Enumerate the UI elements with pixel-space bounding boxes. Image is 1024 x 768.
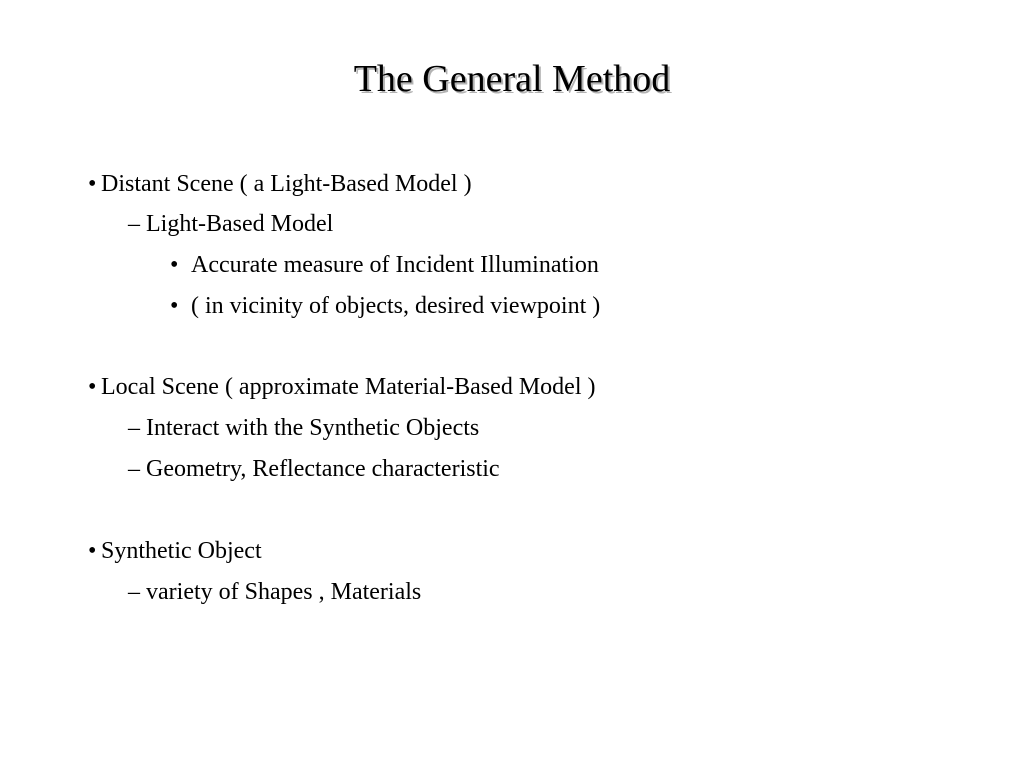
sub-bullet-variety: variety of Shapes , Materials <box>146 579 422 605</box>
sub-bullet-geometry: Geometry, Reflectance characteristic <box>146 456 500 482</box>
bullet-marker: • <box>88 538 97 564</box>
bullet-marker: • <box>88 374 97 400</box>
bullet-marker: • <box>170 252 179 278</box>
dash-marker: – <box>128 579 140 605</box>
dash-marker: – <box>128 456 140 482</box>
sub-bullet-interact: Interact with the Synthetic Objects <box>146 415 480 441</box>
bullet-distant-scene: Distant Scene ( a Light-Based Model ) <box>101 171 472 197</box>
dash-marker: – <box>128 415 140 441</box>
sub-sub-bullet-incident-illumination: Accurate measure of Incident Illumination <box>191 252 599 278</box>
sub-bullet-light-based-model: Light-Based Model <box>146 211 334 237</box>
bullet-synthetic-object: Synthetic Object <box>101 538 262 564</box>
bullet-marker: • <box>88 171 97 197</box>
sub-sub-bullet-vicinity: ( in vicinity of objects, desired viewpoint ) <box>191 293 601 319</box>
dash-marker: – <box>128 211 140 237</box>
bullet-local-scene: Local Scene ( approximate Material-Based Model ) <box>101 374 596 400</box>
bullet-marker: • <box>170 293 179 319</box>
slide-title: The General Method <box>353 58 671 100</box>
